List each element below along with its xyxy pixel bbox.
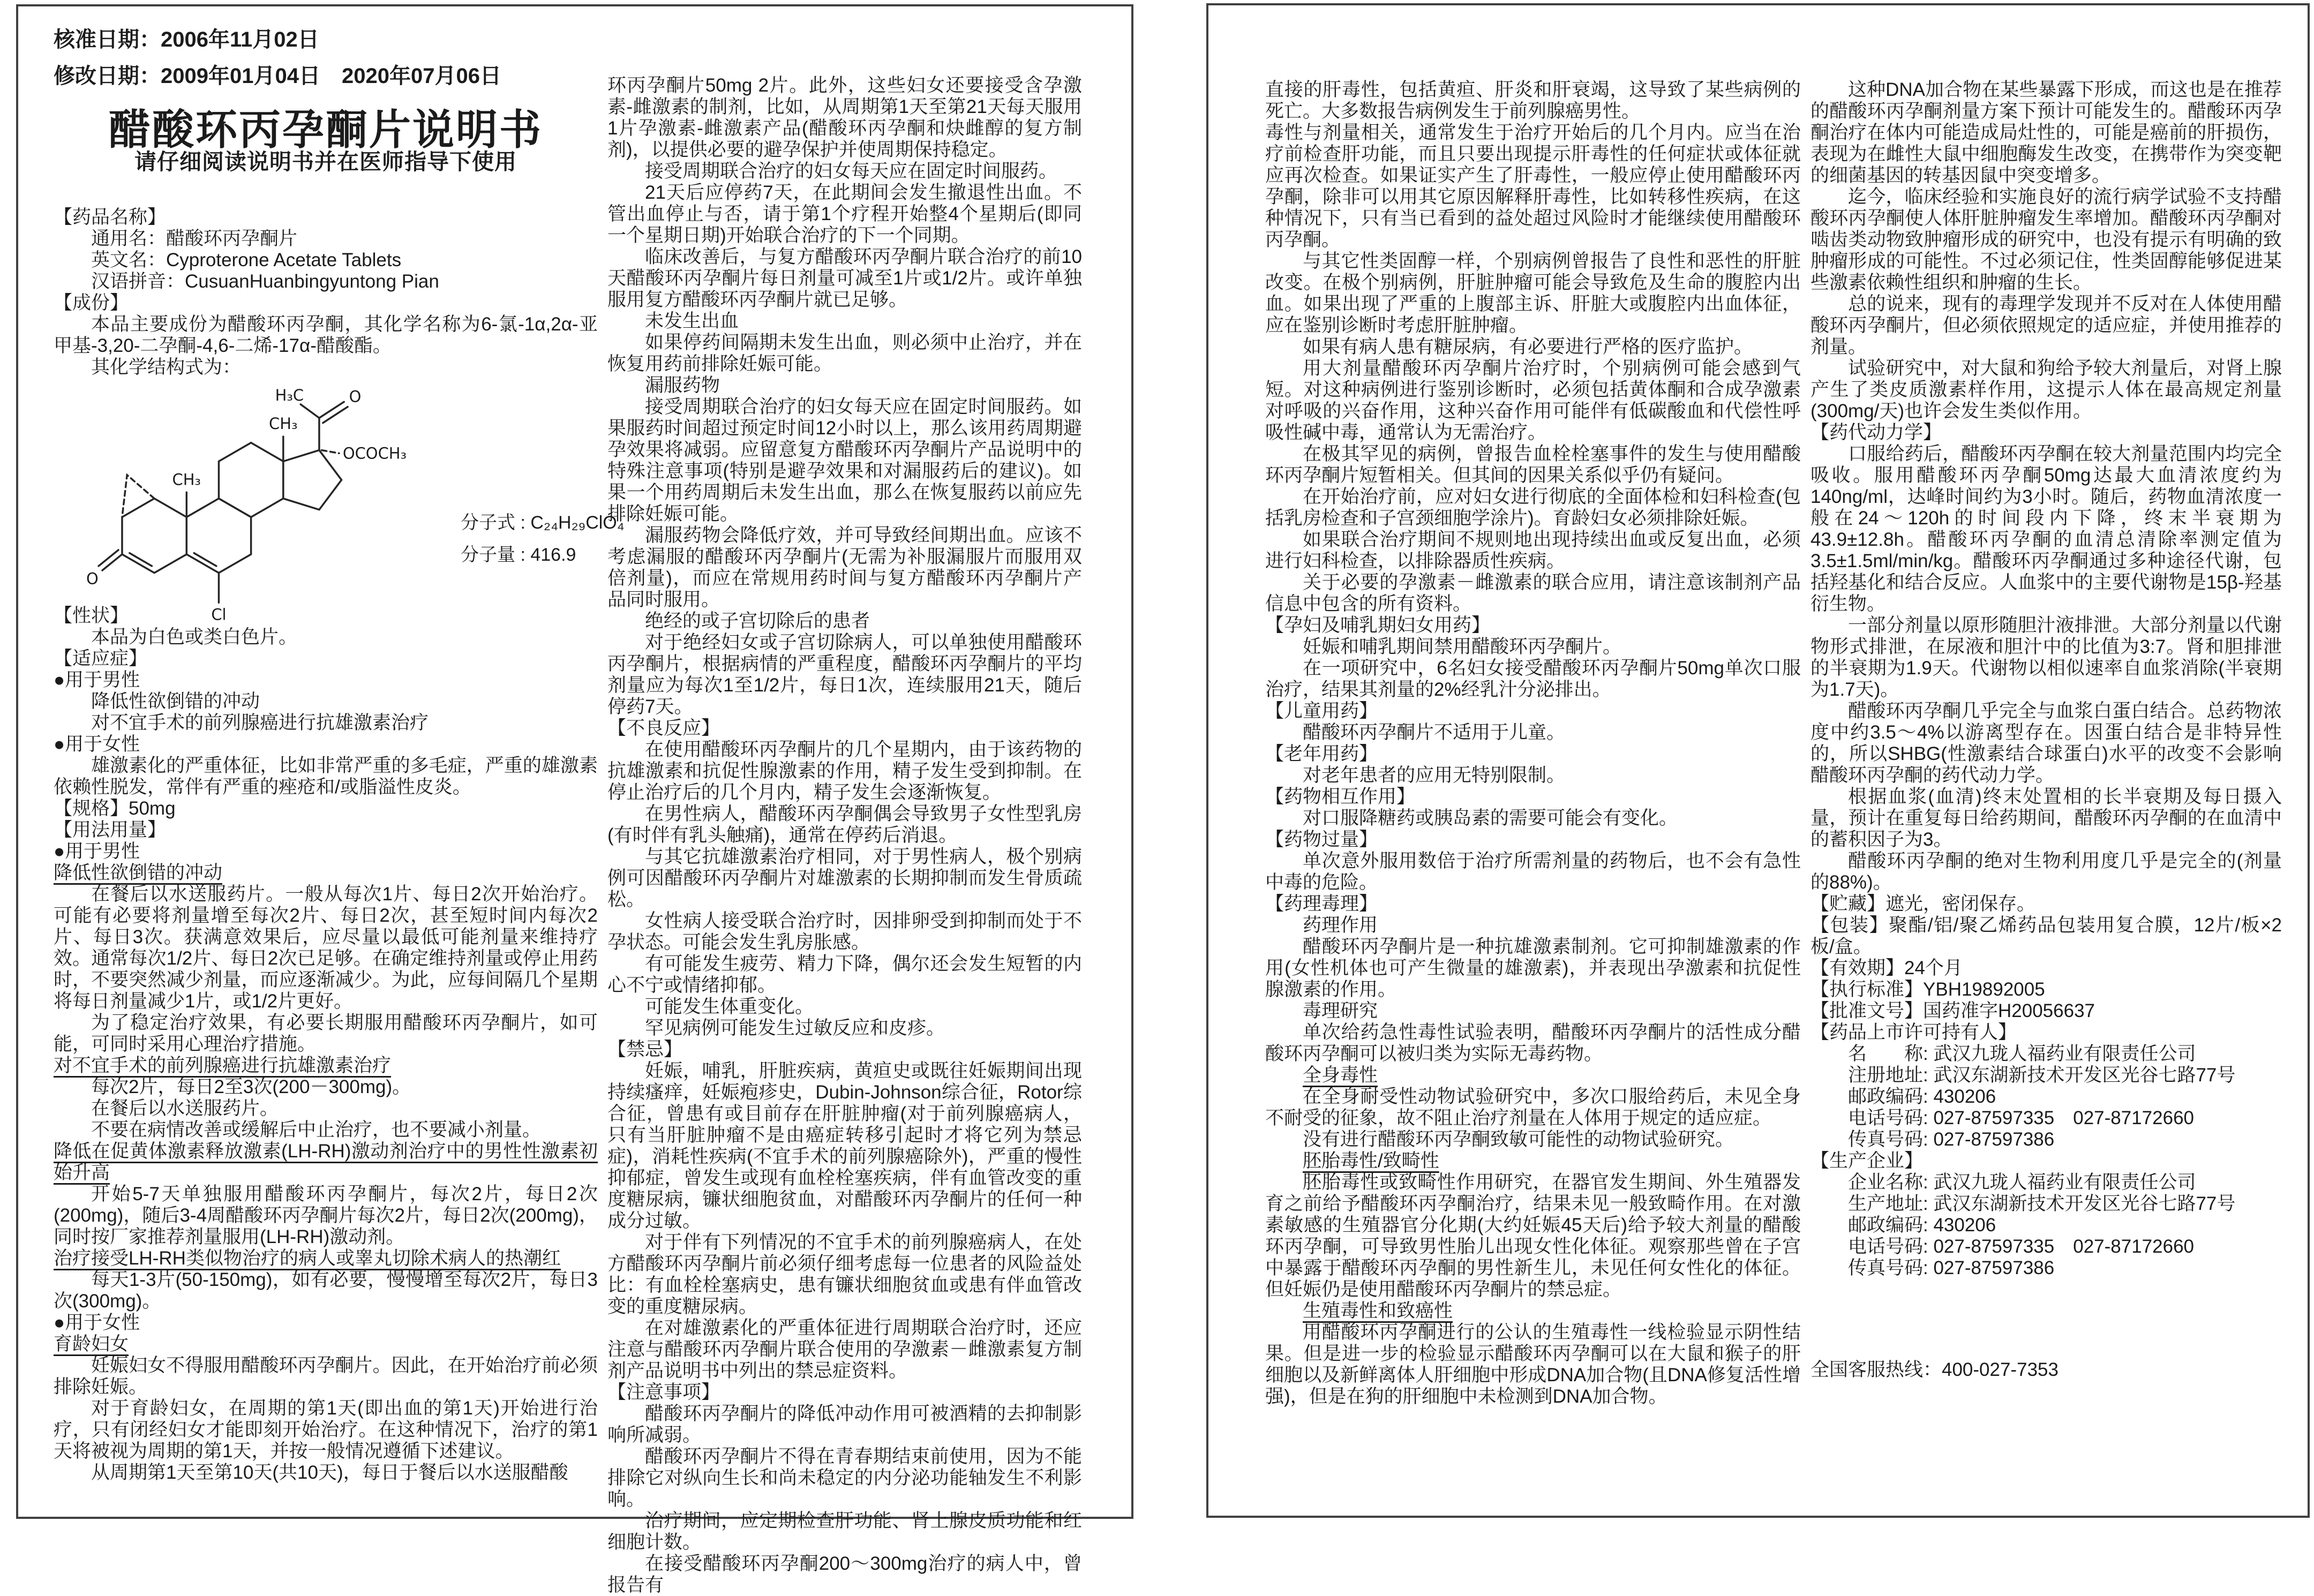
approval-date: 核准日期：2006年11月02日 [54, 28, 319, 51]
col1-body-text [54, 605, 598, 1484]
paragraph: 在开始治疗前，应对妇女进行彻底的全面体检和妇科检查(包括乳房检查和子宫颈细胞学涂片)。育龄妇女必须排除妊娠。 [1265, 486, 1801, 529]
paragraph: 醋酸环丙孕酮的绝对生物利用度几乎是完全的(剂量的88%)。 [1810, 850, 2282, 893]
paragraph: 传真号码: 027-87597386 [1848, 1129, 2055, 1150]
paragraph: 接受周期联合治疗的妇女每天应在固定时间服药。 [645, 161, 1058, 182]
section-header: 【适应症】 [54, 648, 148, 669]
page-subtitle: 请仔细阅读说明书并在医师指导下使用 [134, 149, 517, 174]
paragraph: 雄激素化的严重体征，比如非常严重的多毛症，严重的雄激素依赖性脱发，常伴有严重的痤疮和/或脂溢性皮炎。 [54, 755, 598, 797]
paragraph: 如果停药间隔期未发生出血，则必须中止治疗，并在恢复用药前排除妊娠可能。 [607, 332, 1082, 374]
paragraph: 汉语拼音：CusuanHuanbingyuntong Pian [91, 271, 439, 292]
paragraph: 与其它性类固醇一样，个别病例曾报告了良性和恶性的肝脏改变。在极个别病例，肝脏肿瘤可能会导致危及生命的腹腔内出血。如果出现了严重的上腹部主诉、肝脏大或腹腔内出血体征，应在鉴别诊断时考虑肝脏肿瘤。 [1265, 251, 1801, 336]
molecular-formula: 分子式 : C₂₄H₂₉ClO₄ [461, 513, 625, 533]
paragraph: 未发生出血 [645, 311, 739, 332]
underlined-subheading: 降低在促黄体激素释放激素(LH-RH)激动剂治疗中的男性性激素初始升高 [54, 1141, 598, 1183]
paragraph: 有可能发生疲劳、精力下降，偶尔还会发生短暂的内心不宁或情绪抑郁。 [607, 953, 1082, 996]
section-header: 【执行标准】YBH19892005 [1810, 979, 2045, 1000]
section-header: 【药理毒理】 [1265, 893, 1378, 914]
paragraph: 试验研究中，对大鼠和狗给予较大剂量后，对肾上腺产生了类皮质激素样作用，这提示人体在最高规定剂量(300mg/天)也许会发生类似作用。 [1810, 358, 2282, 421]
paragraph: 与其它抗雄激素治疗相同，对于男性病人，极个别病例可因醋酸环丙孕酮片对雄激素的长期抑制而发生骨质疏松。 [607, 846, 1082, 910]
paragraph: 电话号码: 027-87597335 027-87172660 [1848, 1236, 2194, 1257]
paragraph: 口服给药后，醋酸环丙孕酮在较大剂量范围内均完全吸收。服用醋酸环丙孕酮50mg达最大血清浓度约为140ng/ml，达峰时间约为3小时。随后，药物血清浓度一般在24～120h的时间段内下降，终末半衰期为43.9±12.8h。醋酸环丙孕酮的血清总清除率测定值为3.5±1.5ml/min/kg。醋酸环丙孕酮通过多种途径代谢，包括羟基化和结合反应。人血浆中的主要代谢物是15β-羟基衍生物。 [1810, 443, 2282, 614]
paragraph: 接受周期联合治疗的妇女每天应在固定时间服药。如果服药时间超过预定时间12小时以上，那么该用药周期避孕效果将减弱。应留意复方醋酸环丙孕酮片产品说明中的特殊注意事项(特别是避孕效果和对漏服药后的建议)。如果一个用药周期后未发生出血，那么在恢复服药以前应先排除妊娠可能。 [607, 396, 1082, 524]
paragraph: 这种DNA加合物在某些暴露下形成，而这也是在推荐的醋酸环丙孕酮剂量方案下预计可能发生的。醋酸环丙孕酮治疗在体内可能造成局灶性的，可能是癌前的肝损伤，表现为在雌性大鼠中细胞酶发生改变，在携带作为突变靶的细菌基因的转基因鼠中突变增多。 [1810, 79, 2282, 186]
page-title: 醋酸环丙孕酮片说明书 [108, 106, 543, 153]
paragraph: 对老年患者的应用无特别限制。 [1303, 765, 1566, 786]
paragraph: 临床改善后，与复方醋酸环丙孕酮片联合治疗的前10天醋酸环丙孕酮片每日剂量可减至1片或1/2片。或许单独服用复方醋酸环丙孕酮片就已足够。 [607, 246, 1082, 310]
insert-page-2 [1206, 3, 2310, 1518]
label-h3c: H₃C [275, 386, 304, 404]
revision-date: 修改日期：2009年01月04日 2020年07月06日 [54, 64, 501, 88]
paragraph: 生产地址: 武汉东湖新技术开发区光谷七路77号 [1848, 1193, 2236, 1214]
paragraph: 一部分剂量以原形随胆汁液排泄。大部分剂量以代谢物形式排泄，在尿液和胆汁中的比值为3:7。肾和胆排泄的半衰期为1.9天。代谢物以相似速率自血浆消除(半衰期为1.7天)。 [1810, 615, 2282, 700]
paragraph: 全国客服热线：400-027-7353 [1810, 1359, 2058, 1380]
underlined-subheading: 降低性欲倒错的冲动 [54, 862, 223, 883]
label-cl: Cl [211, 605, 227, 624]
paragraph: 开始5-7天单独服用醋酸环丙孕酮片，每次2片，每日2次(200mg)，随后3-4周醋酸环丙孕酮片每次2片，每日2次(200mg)，同时按厂家推荐剂量服用(LH-RH)激动剂。 [54, 1184, 598, 1247]
paragraph: 不要在病情改善或缓解后中止治疗，也不要减小剂量。 [91, 1119, 542, 1140]
section-header: 【孕妇及哺乳期妇女用药】 [1265, 615, 1491, 636]
page1-column-2 [607, 75, 1082, 1595]
bullet-item: ●用于女性 [54, 1312, 140, 1333]
paragraph: 醋酸环丙孕酮片的降低冲动作用可被酒精的去抑制影响所减弱。 [607, 1403, 1082, 1446]
section-header: 【禁忌】 [607, 1039, 683, 1060]
section-header: 【儿童用药】 [1265, 701, 1378, 721]
section-header: 【批准文号】国药准字H20056637 [1810, 1000, 2095, 1021]
paragraph: 单次意外服用数倍于治疗所需剂量的药物后，也不会有急性中毒的危险。 [1265, 850, 1801, 893]
paragraph: 从周期第1天至第10天(共10天)，每日于餐后以水送服醋酸 [91, 1462, 568, 1483]
molecular-weight: 分子量 : 416.9 [461, 545, 576, 565]
bullet-item: ●用于女性 [54, 734, 140, 755]
underlined-subheading: 育龄妇女 [54, 1334, 129, 1354]
paragraph: 通用名：醋酸环丙孕酮片 [91, 228, 298, 249]
paragraph: 醋酸环丙孕酮片不得在青春期结束前使用，因为不能排除它对纵向生长和尚未稳定的内分泌功能轴发生不利影响。 [607, 1446, 1082, 1510]
paragraph: 如果联合治疗期间不规则地出现持续出血或反复出血，必须进行妇科检查，以排除器质性疾病。 [1265, 529, 1801, 571]
paragraph: 漏服药物会降低疗效，并可导致经间期出血。应该不考虑漏服的醋酸环丙孕酮片(无需为补服漏服片而服用双倍剂量)，而应在常规用药时间与复方醋酸环丙孕酮片产品同时服用。 [607, 525, 1082, 610]
paragraph: 如果有病人患有糖尿病，有必要进行严格的医疗监护。 [1303, 336, 1753, 357]
underlined-subheading: 胚胎毒性/致畸性 [1303, 1150, 1439, 1171]
section-header: 【成份】 [54, 292, 129, 313]
paragraph: 在接受醋酸环丙孕酮200～300mg治疗的病人中，曾报告有 [607, 1553, 1082, 1595]
section-header: 【注意事项】 [607, 1382, 720, 1403]
paragraph: 对口服降糖药或胰岛素的需要可能会有变化。 [1303, 808, 1678, 829]
col1-intro-text [54, 207, 598, 378]
page1-column-1 [54, 21, 625, 1505]
paragraph: 关于必要的孕激素－雌激素的联合应用，请注意该制剂产品信息中包含的所有资料。 [1265, 572, 1801, 614]
page2-column-2 [1810, 79, 2282, 1504]
paragraph: 其化学结构式为： [91, 357, 242, 378]
underlined-subheading: 全身毒性 [1303, 1065, 1378, 1086]
paragraph: 用醋酸环丙孕酮进行的公认的生殖毒性一线检验显示阴性结果。但是进一步的检验显示醋酸环丙孕酮可以在大鼠和猴子的肝细胞以及新鲜离体人肝细胞中形成DNA加合物(且DNA修复活性增强)，但是在狗的肝细胞中未检测到DNA加合物。 [1265, 1322, 1801, 1407]
label-ococh3: OCOCH₃ [342, 444, 407, 463]
paragraph: 醋酸环丙孕酮片不适用于儿童。 [1303, 722, 1566, 743]
paragraph: 每次2片，每日2至3次(200－300mg)。 [91, 1076, 411, 1097]
paragraph: 用大剂量醋酸环丙孕酮片治疗时，个别病例可能会感到气短。对这种病例进行鉴别诊断时，必须包括黄体酮和合成孕激素对呼吸的兴奋作用，这种兴奋作用可能伴有低碳酸血和代偿性呼吸性碱中毒，通常认为无需治疗。 [1265, 358, 1801, 443]
section-header: 【不良反应】 [607, 718, 720, 739]
paragraph: 在男性病人，醋酸环丙孕酮偶会导致男子女性型乳房(有时伴有乳头触痛)，通常在停药后消退。 [607, 803, 1082, 846]
paragraph: 在餐后以水送服药片。 [91, 1098, 279, 1119]
chemical-structure-drawing [75, 377, 422, 637]
bullet-item: ●用于男性 [54, 841, 140, 862]
paragraph: 在全身耐受性动物试验研究中，多次口服给药后，未见全身不耐受的征象，故不阻止治疗剂量在人体用于规定的适应症。 [1265, 1086, 1801, 1128]
molecular-data [461, 507, 625, 571]
section-header: 【药代动力学】 [1810, 422, 1942, 443]
document-header [54, 21, 598, 172]
paragraph: 本品为白色或类白色片。 [91, 627, 298, 648]
paragraph: 妊娠和哺乳期间禁用醋酸环丙孕酮片。 [1303, 636, 1622, 657]
paragraph: 毒理研究 [1303, 1000, 1378, 1021]
section-header: 【药物过量】 [1265, 829, 1378, 850]
section-header: 【有效期】24个月 [1810, 958, 1963, 978]
section-header: 【性状】 [54, 605, 129, 626]
paragraph: 女性病人接受联合治疗时，因排卵受到抑制而处于不孕状态。可能会发生乳房胀感。 [607, 910, 1082, 953]
paragraph: 毒性与剂量相关，通常发生于治疗开始后的几个月内。应当在治疗前检查肝功能，而且只要出现提示肝毒性的任何症状或体征就应再次检查。如果证实产生了肝毒性，一般应停止使用醋酸环丙孕酮，除非可以用其它原因解释肝毒性，比如转移性疾病，在这种情况下，只有当已看到的益处超过风险时才能继续使用醋酸环丙孕酮。 [1265, 122, 1801, 250]
paragraph: 迄今，临床经验和实施良好的流行病学试验不支持醋酸环丙孕酮使人体肝脏肿瘤发生率增加。醋酸环丙孕酮对啮齿类动物致肿瘤形成的研究中，也没有提示有明确的致肿瘤形成的可能性。不过必须记住，性类固醇能够促进某些激素依赖性组织和肿瘤的生长。 [1810, 186, 2282, 293]
paragraph: 本品主要成份为醋酸环丙孕酮，其化学名称为6-氯-1α,2α-亚甲基-3,20-二孕酮-4,6-二烯-17α-醋酸酯。 [54, 314, 598, 356]
paragraph: 妊娠妇女不得服用醋酸环丙孕酮片。因此，在开始治疗前必须排除妊娠。 [54, 1355, 598, 1397]
insert-page-1 [16, 4, 1133, 1595]
label-ch3-c10: CH₃ [172, 470, 201, 489]
paragraph: 邮政编码: 430206 [1848, 1215, 1996, 1236]
section-header: 【药品上市许可持有人】 [1810, 1022, 2017, 1043]
paragraph: 传真号码: 027-87597386 [1848, 1258, 2055, 1278]
paragraph: 总的说来，现有的毒理学发现并不反对在人体使用醋酸环丙孕酮片，但必须依照规定的适应症，并使用推荐的剂量。 [1810, 293, 2282, 357]
paragraph: 在餐后以水送服药片。一般从每次1片、每日2次开始治疗。可能有必要将剂量增至每次2片、每日2次，甚至短时间内每次2片、每日3次。获满意效果后，应尽量以最低可能剂量来维持疗效。通常每次1/2片、每日2次已足够。在确定维持剂量或停止用药时，不要突然减少剂量，而应逐渐减少。为此，应每间隔几个星期将每日剂量减少1片，或1/2片更好。 [54, 884, 598, 1012]
paragraph: 绝经的或子宫切除后的患者 [645, 611, 870, 631]
paragraph: 21天后应停药7天，在此期间会发生撤退性出血。不管出血停止与否，请于第1个疗程开始整4个星期后(即同一个星期日期)开始联合治疗的下一个同期。 [607, 182, 1082, 246]
section-header: 【包装】聚酯/铝/聚乙烯药品包装用复合膜，12片/板×2板/盒。 [1810, 915, 2282, 957]
paragraph: 漏服药物 [645, 375, 720, 396]
paragraph: 没有进行醋酸环丙孕酮致敏可能性的动物试验研究。 [1303, 1129, 1734, 1150]
paragraph: 对于伴有下列情况的不宜手术的前列腺癌病人，在处方醋酸环丙孕酮片前必须仔细考虑每一位患者的风险益处比：有血栓栓塞病史，患有镰状细胞贫血或患有伴血管改变的重度糖尿病。 [607, 1232, 1082, 1317]
section-header: 【药物相互作用】 [1265, 786, 1416, 807]
paragraph: 药理作用 [1303, 915, 1378, 936]
label-o-acetyl: O [349, 387, 362, 406]
spacer [1810, 1279, 2282, 1359]
paragraph: 醋酸环丙孕酮片是一种抗雄激素制剂。它可抑制雄激素的作用(女性机体也可产生微量的雄激素)，并表现出孕激素和抗促性腺激素的作用。 [1265, 936, 1801, 1000]
section-header: 【贮藏】遮光，密闭保存。 [1810, 893, 2036, 914]
section-header: 【规格】50mg [54, 798, 176, 819]
bullet-item: ●用于男性 [54, 669, 140, 690]
label-o-ketone: O [86, 569, 99, 588]
paragraph: 英文名：Cyproterone Acetate Tablets [91, 250, 402, 270]
paragraph: 名 称: 武汉九珑人福药业有限责任公司 [1848, 1043, 2196, 1064]
underlined-subheading: 生殖毒性和致癌性 [1303, 1300, 1453, 1321]
paragraph: 企业名称: 武汉九珑人福药业有限责任公司 [1848, 1172, 2196, 1193]
paragraph: 单次给药急性毒性试验表明，醋酸环丙孕酮片的活性成分醋酸环丙孕酮可以被归类为实际无毒药物。 [1265, 1022, 1801, 1064]
label-ch3-c13: CH₃ [269, 415, 298, 433]
section-header: 【药品名称】 [54, 207, 167, 228]
paragraph: 在极其罕见的病例，曾报告血栓栓塞事件的发生与使用醋酸环丙孕酮片短暂相关。但其间的因果关系似乎仍有疑问。 [1265, 443, 1801, 486]
paragraph: 根据血浆(血清)终末处置相的长半衰期及每日摄入量，预计在重复每日给药期间，醋酸环丙孕酮的在血清中的蓄积因子为3。 [1810, 786, 2282, 850]
paragraph: 治疗期间，应定期检查肝功能、肾上腺皮质功能和红细胞计数。 [607, 1510, 1082, 1553]
paragraph: 胚胎毒性或致畸性作用研究，在器官发生期间、外生殖器发育之前给予醋酸环丙孕酮治疗，结果未见一般致畸作用。在对激素敏感的生殖器官分化期(大约妊娠45天后)给予较大剂量的醋酸环丙孕酮，可导致男性胎儿出现女性化体征。观察那些曾在子宫中暴露于醋酸环丙孕酮的男性新生儿，未见任何女性化的体征。但妊娠仍是使用醋酸环丙孕酮片的禁忌症。 [1265, 1172, 1801, 1300]
paragraph: 可能发生体重变化。 [645, 996, 814, 1017]
paragraph: 降低性欲倒错的冲动 [91, 691, 260, 712]
paragraph: 电话号码: 027-87597335 027-87172660 [1848, 1108, 2194, 1128]
paragraph: 环丙孕酮片50mg 2片。此外，这些妇女还要接受含孕激素-雌激素的制剂，比如，从周期第1天至第21天每天服用1片孕激素-雌激素产品(醋酸环丙孕酮和炔雌醇的复方制剂)，以提供必要的避孕保护并使周期保持稳定。 [607, 75, 1082, 160]
paragraph: 在对雄激素化的严重体征进行周期联合治疗时，还应注意与醋酸环丙孕酮片联合使用的孕激素－雌激素复方制剂产品说明书中列出的禁忌症资料。 [607, 1318, 1082, 1381]
paragraph: 罕见病例可能发生过敏反应和皮疹。 [645, 1018, 945, 1038]
paragraph: 对不宜手术的前列腺癌进行抗雄激素治疗 [91, 712, 429, 733]
section-header: 【生产企业】 [1810, 1150, 1924, 1171]
paragraph: 在使用醋酸环丙孕酮片的几个星期内，由于该药物的抗雄激素和抗促性腺激素的作用，精子发生受到抑制。在停止治疗后的几个月内，精子发生会逐渐恢复。 [607, 739, 1082, 803]
paragraph: 为了稳定治疗效果，有必要长期服用醋酸环丙孕酮片，如可能，可同时采用心理治疗措施。 [54, 1012, 598, 1055]
paragraph: 对于绝经妇女或子宫切除病人，可以单独使用醋酸环丙孕酮片，根据病情的严重程度，醋酸环丙孕酮片的平均剂量应为每次1至1/2片，每日1次，连续服用21天，随后停药7天。 [607, 632, 1082, 717]
page2-column-1 [1265, 79, 1801, 1504]
paragraph: 直接的肝毒性，包括黄疸、肝炎和肝衰竭，这导致了某些病例的死亡。大多数报告病例发生于前列腺癌男性。 [1265, 79, 1801, 122]
section-header: 【用法用量】 [54, 819, 167, 840]
paragraph: 醋酸环丙孕酮几乎完全与血浆白蛋白结合。总药物浓度中约3.5～4%以游离型存在。因蛋白结合是非特异性的，所以SHBG(性激素结合球蛋白)水平的改变不会影响醋酸环丙孕酮的药代动力学。 [1810, 701, 2282, 786]
paragraph: 注册地址: 武汉东湖新技术开发区光谷七路77号 [1848, 1065, 2236, 1086]
paragraph: 妊娠，哺乳，肝脏疾病，黄疸史或既往妊娠期间出现持续瘙痒，妊娠疱疹史，Dubin-Johnson综合征，Rotor综合征，曾患有或目前存在肝脏肿瘤(对于前列腺癌病人，只有当肝脏肿瘤不是由癌症转移引起时才将它列为禁忌症)，消耗性疾病(不宜手术的前列腺癌除外)，严重的慢性抑郁症，曾发生或现有血栓栓塞疾病，伴有血管改变的重度糖尿病，镰状细胞贫血，对醋酸环丙孕酮片的任何一种成分过敏。 [607, 1060, 1082, 1231]
paragraph: 每天1-3片(50-150mg)，如有必要，慢慢增至每次2片，每日3次(300mg)。 [54, 1269, 598, 1312]
underlined-subheading: 对不宜手术的前列腺癌进行抗雄激素治疗 [54, 1055, 392, 1076]
paragraph: 邮政编码: 430206 [1848, 1086, 1996, 1107]
paragraph: 对于育龄妇女，在周期的第1天(即出血的第1天)开始进行治疗，只有闭经妇女才能即刻开始治疗。在这种情况下，治疗的第1天将被视为周期的第1天，并按一般情况遵循下述建议。 [54, 1398, 598, 1462]
section-header: 【老年用药】 [1265, 743, 1378, 764]
underlined-subheading: 治疗接受LH-RH类似物治疗的病人或睾丸切除术病人的热潮红 [54, 1248, 561, 1269]
paragraph: 在一项研究中，6名妇女接受醋酸环丙孕酮片50mg单次口服治疗，结果其剂量的2%经乳汁分泌排出。 [1265, 658, 1801, 700]
